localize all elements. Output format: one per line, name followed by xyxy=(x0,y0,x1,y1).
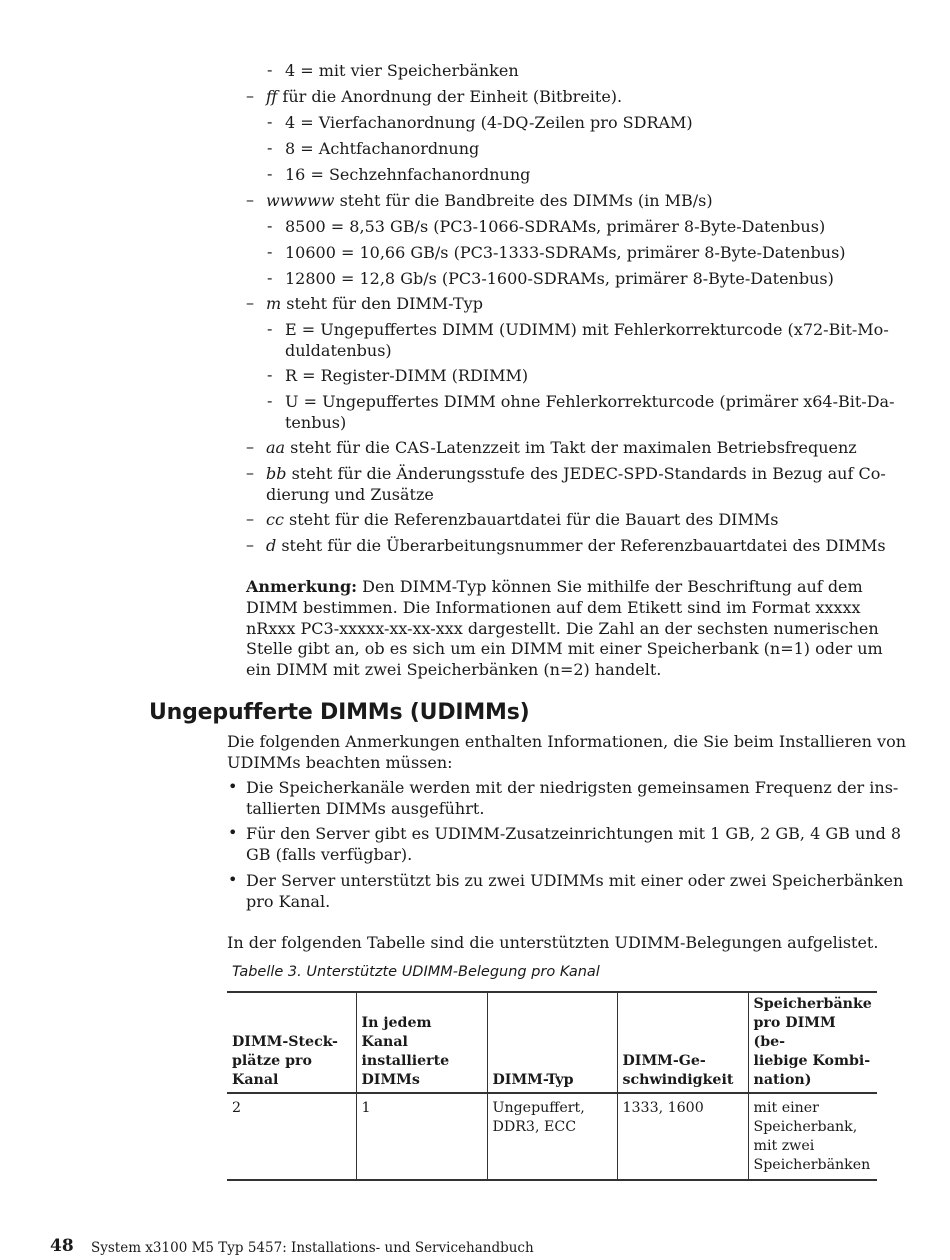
header-text: pro DIMM (be- xyxy=(753,1015,836,1050)
page-number: 48 xyxy=(50,1236,74,1256)
cell-text: Ungepuffert, xyxy=(492,1100,585,1116)
cell-text: 2 xyxy=(232,1100,242,1116)
list-item xyxy=(266,535,886,556)
list-marker: - xyxy=(267,391,273,410)
table-row xyxy=(227,1093,877,1180)
list-term: ff xyxy=(266,87,278,106)
header-text: DIMMs xyxy=(361,1072,420,1088)
table-cell xyxy=(617,1093,748,1180)
list-item xyxy=(266,190,713,211)
header-text: In jedem Kanal xyxy=(361,1015,432,1050)
list-term: d xyxy=(266,536,277,555)
list-item: 4 = Vierfachanordnung (4-DQ-Zeilen pro SDRAM) xyxy=(285,113,693,132)
header-text: installierte xyxy=(361,1053,450,1069)
list-item: 8 = Achtfachanordnung xyxy=(285,139,480,158)
list-marker: - xyxy=(267,216,273,235)
list-marker: - xyxy=(267,242,273,261)
header-cell-speed xyxy=(617,992,748,1093)
list-term: wwwww xyxy=(266,191,335,210)
note-label: Anmerkung: xyxy=(246,577,358,596)
list-term: m xyxy=(266,294,282,313)
list-item: U = Ungepuffertes DIMM ohne Fehlerkorrekturcode (primärer x64-Bit-Da- xyxy=(285,392,895,411)
note-line xyxy=(246,576,863,597)
header-cell-slots xyxy=(227,992,356,1093)
cell-text: DDR3, ECC xyxy=(492,1119,577,1135)
list-marker: - xyxy=(267,138,273,157)
bullet-marker: • xyxy=(228,870,238,889)
list-item: E = Ungepuffertes DIMM (UDIMM) mit Fehlerkorrekturcode (x72-Bit-Mo- xyxy=(285,320,889,339)
note-line: ein DIMM mit zwei Speicherbänken (n=2) handelt. xyxy=(246,660,662,679)
table-caption: Tabelle 3. Unterstützte UDIMM-Belegung pro Kanal xyxy=(232,964,600,980)
table-cell xyxy=(487,1093,617,1180)
list-marker: – xyxy=(246,535,254,554)
header-text: DIMM-Typ xyxy=(492,1072,574,1088)
cell-text: mit zwei xyxy=(753,1138,815,1154)
bullet-item: Die Speicherkanäle werden mit der niedrigsten gemeinsamen Frequenz der ins- xyxy=(246,778,899,797)
list-item: 10600 = 10,66 GB/s (PC3-1333-SDRAMs, primärer 8-Byte-Datenbus) xyxy=(285,243,846,262)
list-item-continuation: tenbus) xyxy=(285,413,347,432)
bullet-item-continuation: tallierten DIMMs ausgeführt. xyxy=(246,799,485,818)
cell-text: 1333, 1600 xyxy=(622,1100,704,1116)
list-item: 4 = mit vier Speicherbänken xyxy=(285,61,519,80)
list-text: steht für den DIMM-Typ xyxy=(281,294,483,313)
header-text: liebige Kombi- xyxy=(753,1053,871,1069)
header-text: Speicherbänke xyxy=(753,996,872,1012)
list-marker: - xyxy=(267,319,273,338)
header-text: nation) xyxy=(753,1072,812,1088)
note-line: nRxxx PC3-xxxxx-xx-xx-xxx dargestellt. Die Zahl an der sechsten numerischen xyxy=(246,619,879,638)
list-term: aa xyxy=(266,438,286,457)
note-line: Stelle gibt an, ob es sich um ein DIMM mit einer Speicherbank (n=1) oder um xyxy=(246,639,883,658)
bullet-marker: • xyxy=(228,777,238,796)
list-item xyxy=(266,293,483,314)
list-item xyxy=(266,509,778,530)
list-marker: - xyxy=(267,60,273,79)
list-marker: - xyxy=(267,365,273,384)
footer-title: System x3100 M5 Typ 5457: Installations- und Servicehandbuch xyxy=(91,1240,534,1256)
list-marker: - xyxy=(267,164,273,183)
list-text: steht für die Änderungsstufe des JEDEC-SPD-Standards in Bezug auf Co- xyxy=(286,464,886,483)
list-term: bb xyxy=(266,464,287,483)
list-text: steht für die Bandbreite des DIMMs (in MB/s) xyxy=(334,191,713,210)
list-item: R = Register-DIMM (RDIMM) xyxy=(285,366,529,385)
list-marker: – xyxy=(246,437,254,456)
header-text: DIMM-Steck- xyxy=(232,1034,338,1050)
udimm-table xyxy=(227,991,877,1181)
bullet-item-continuation: pro Kanal. xyxy=(246,892,331,911)
header-text: plätze pro Kanal xyxy=(232,1053,312,1088)
list-text: für die Anordnung der Einheit (Bitbreite). xyxy=(277,87,623,106)
header-text: schwindigkeit xyxy=(622,1072,734,1088)
table-cell xyxy=(356,1093,487,1180)
list-text: steht für die CAS-Latenzzeit im Takt der maximalen Betriebsfrequenz xyxy=(285,438,857,457)
list-item xyxy=(266,437,857,458)
list-item xyxy=(266,86,622,107)
note-line: DIMM bestimmen. Die Informationen auf dem Etikett sind im Format xxxxx xyxy=(246,598,861,617)
list-item-continuation: duldatenbus) xyxy=(285,341,392,360)
table-intro: In der folgenden Tabelle sind die unterstützten UDIMM-Belegungen aufgelistet. xyxy=(227,933,879,952)
list-item: 16 = Sechzehnfachanordnung xyxy=(285,165,531,184)
section-intro: UDIMMs beachten müssen: xyxy=(227,753,453,772)
list-marker: – xyxy=(246,509,254,528)
bullet-item: Für den Server gibt es UDIMM-Zusatzeinrichtungen mit 1 GB, 2 GB, 4 GB und 8 xyxy=(246,824,902,843)
cell-text: mit einer xyxy=(753,1100,819,1116)
list-item-continuation: dierung und Zusätze xyxy=(266,485,434,504)
list-text: steht für die Überarbeitungsnummer der Referenzbauartdatei des DIMMs xyxy=(276,536,886,555)
bullet-marker: • xyxy=(228,823,238,842)
header-cell-ranks xyxy=(748,992,877,1093)
list-item: 8500 = 8,53 GB/s (PC3-1066-SDRAMs, primärer 8-Byte-Datenbus) xyxy=(285,217,826,236)
cell-text: 1 xyxy=(361,1100,371,1116)
list-text: steht für die Referenzbauartdatei für die Bauart des DIMMs xyxy=(283,510,779,529)
cell-text: Speicherbänken xyxy=(753,1157,871,1173)
cell-text: Speicherbank, xyxy=(753,1119,858,1135)
bullet-item: Der Server unterstützt bis zu zwei UDIMMs mit einer oder zwei Speicherbänken xyxy=(246,871,904,890)
header-cell-type xyxy=(487,992,617,1093)
header-cell-installed xyxy=(356,992,487,1093)
list-marker: – xyxy=(246,190,254,209)
note-text: Den DIMM-Typ können Sie mithilfe der Beschriftung auf dem xyxy=(357,577,863,596)
table-cell xyxy=(227,1093,356,1180)
list-item xyxy=(266,463,886,484)
table-header-row xyxy=(227,992,877,1093)
list-marker: – xyxy=(246,463,254,482)
section-intro: Die folgenden Anmerkungen enthalten Informationen, die Sie beim Installieren von xyxy=(227,732,907,751)
table-cell xyxy=(748,1093,877,1180)
list-item: 12800 = 12,8 Gb/s (PC3-1600-SDRAMs, primärer 8-Byte-Datenbus) xyxy=(285,269,834,288)
list-marker: - xyxy=(267,268,273,287)
section-heading: Ungepufferte DIMMs (UDIMMs) xyxy=(149,700,530,725)
list-marker: - xyxy=(267,112,273,131)
bullet-item-continuation: GB (falls verfügbar). xyxy=(246,845,413,864)
header-text: DIMM-Ge- xyxy=(622,1053,706,1069)
list-marker: – xyxy=(246,86,254,105)
list-marker: – xyxy=(246,293,254,312)
list-term: cc xyxy=(266,510,284,529)
